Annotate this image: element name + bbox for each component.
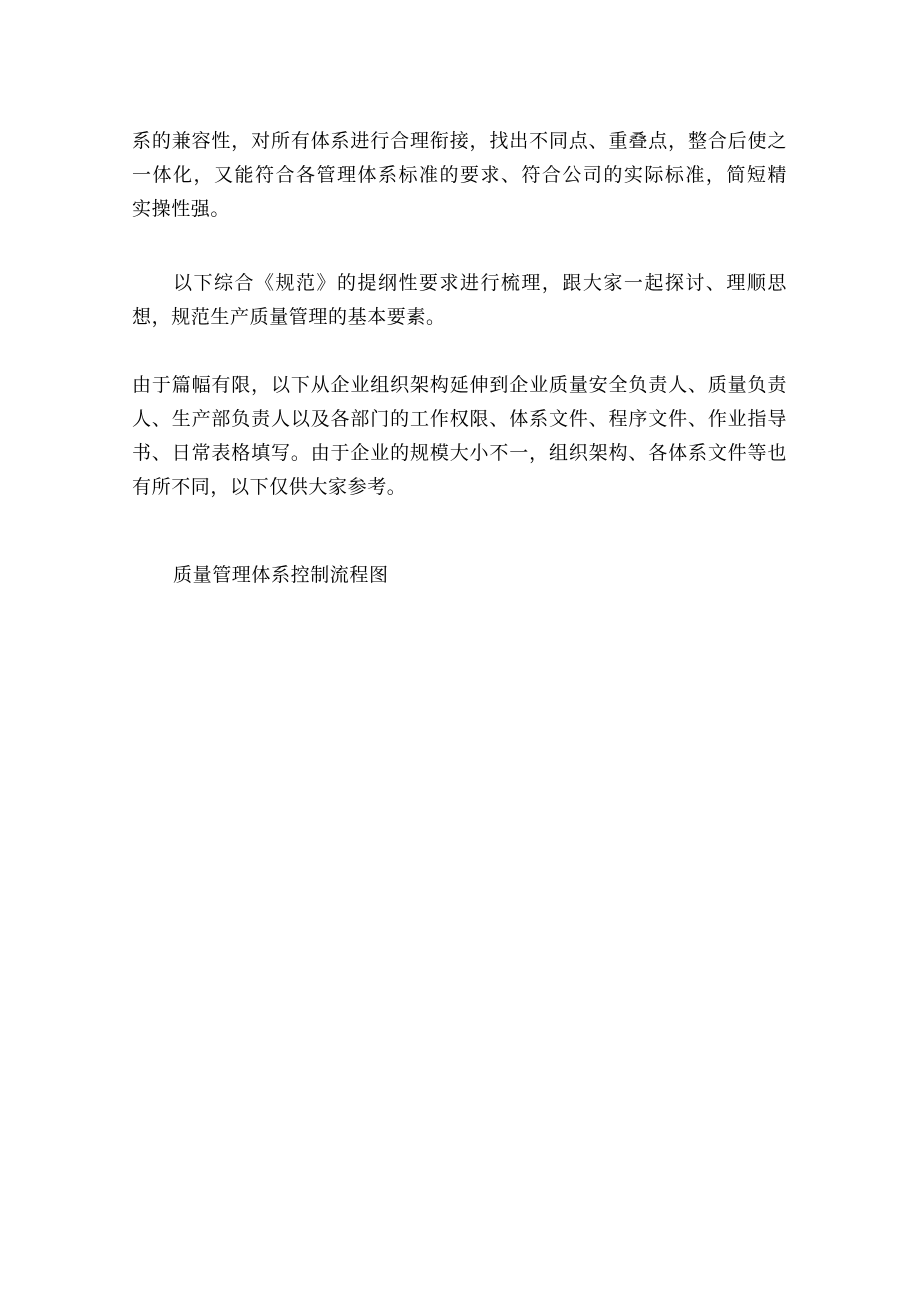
- paragraph-line: 人、生产部负责人以及各部门的工作权限、体系文件、程序文件、作业指导: [132, 408, 787, 430]
- paragraph-line: 实操性强。: [132, 198, 231, 220]
- paragraph-line: 有所不同，以下仅供大家参考。: [132, 476, 407, 498]
- paragraph-scope: [132, 368, 787, 504]
- paragraph-line: 想，规范生产质量管理的基本要素。: [132, 306, 446, 328]
- paragraph-line: 以下综合《规范》的提纲性要求进行梳理，跟大家一起探讨、理顺思: [173, 272, 787, 294]
- paragraph-compatibility: [132, 124, 787, 226]
- paragraph-line: 系的兼容性，对所有体系进行合理衔接，找出不同点、重叠点，整合后使之: [132, 130, 787, 152]
- section-heading-block: [132, 558, 787, 592]
- paragraph-line: 书、日常表格填写。由于企业的规模大小不一，组织架构、各体系文件等也: [132, 442, 787, 464]
- paragraph-line: 由于篇幅有限，以下从企业组织架构延伸到企业质量安全负责人、质量负责: [132, 374, 787, 396]
- paragraph-overview: [132, 266, 787, 334]
- section-heading: 质量管理体系控制流程图: [173, 564, 389, 586]
- paragraph-line: 一体化，又能符合各管理体系标准的要求、符合公司的实际标准，简短精: [132, 164, 787, 186]
